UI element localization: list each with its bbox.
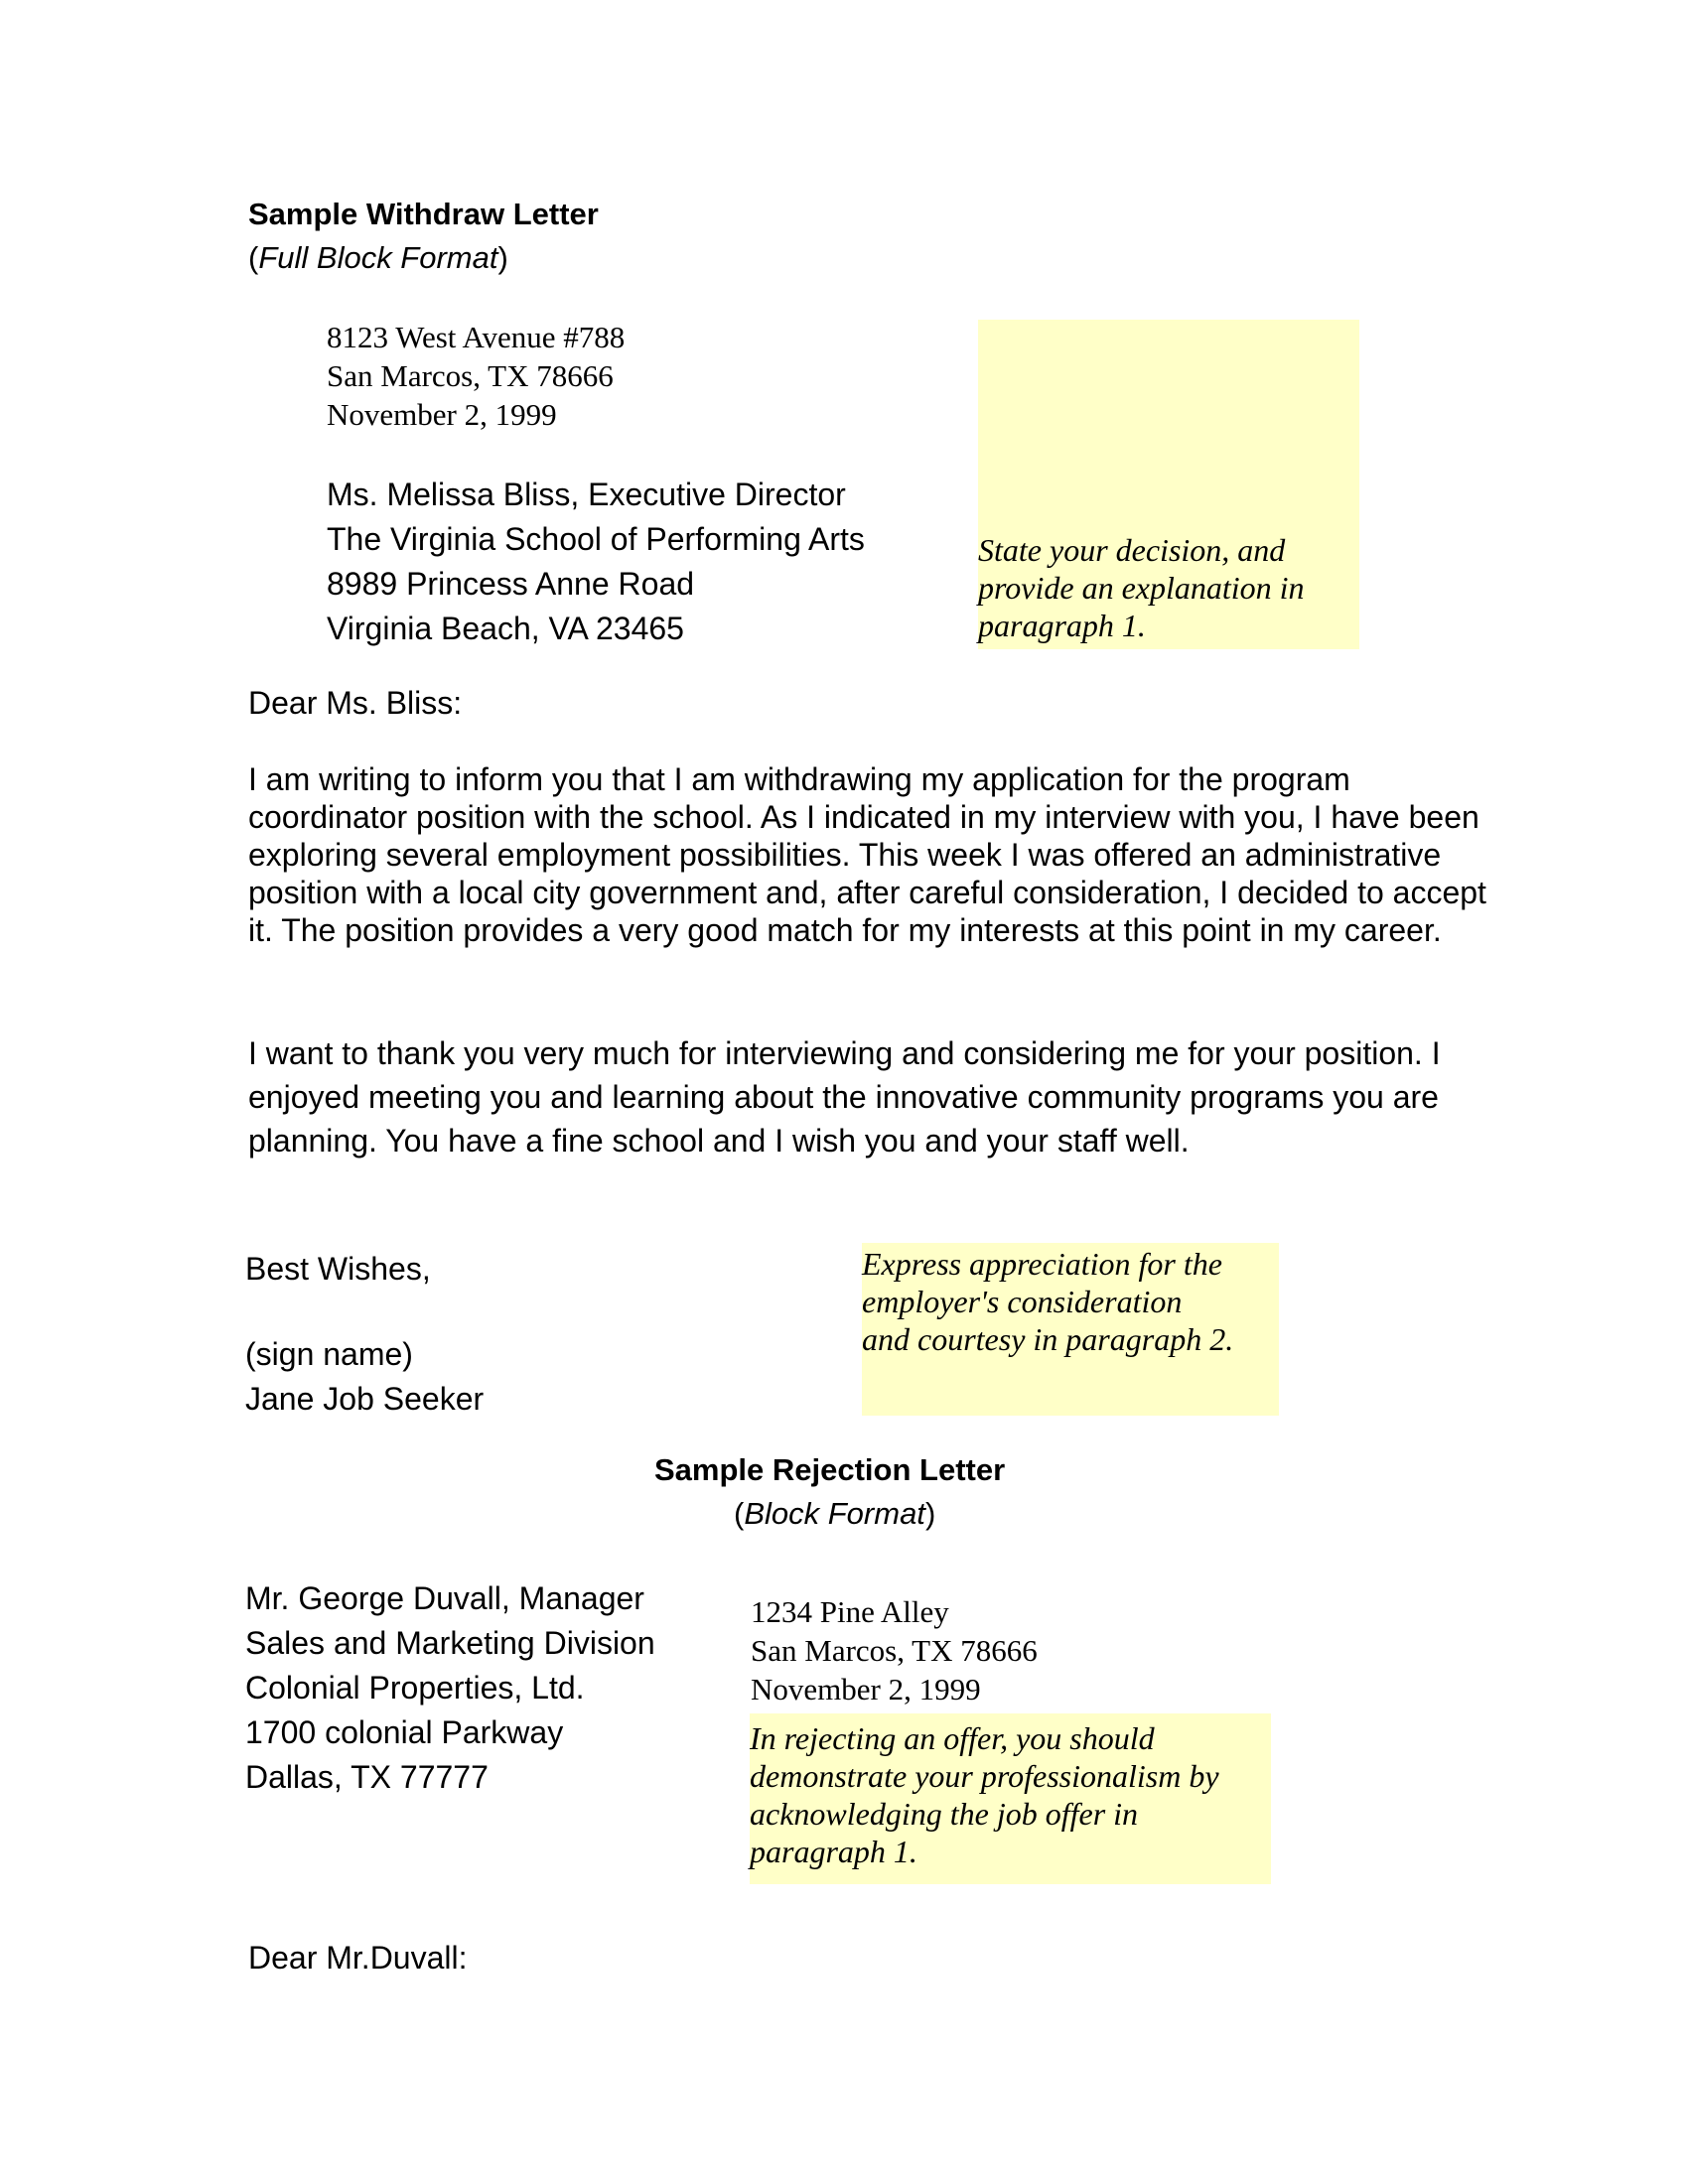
withdraw-recipient-address [327, 473, 865, 651]
recipient-line: Virginia Beach, VA 23465 [327, 611, 684, 646]
rejection-recipient-address [245, 1576, 655, 1800]
sender-line: 8123 West Avenue #788 [327, 320, 626, 354]
recipient-line: Mr. George Duvall, Manager [245, 1580, 644, 1616]
withdraw-paragraph-1: I am writing to inform you that I am withdrawing my application for the program coordinator position with the school. As I indicated in my interview with you, I have been exploring several employment possibilities. This week I was offered an administrative position with a local city government and, after careful consideration, I decided to accept it. The position provides a very good match for my interests at this point in my career. [248, 761, 1486, 948]
note-line: Express appreciation for the [862, 1246, 1222, 1282]
sender-date: November 2, 1999 [751, 1672, 981, 1706]
recipient-line: Dallas, TX 77777 [245, 1759, 489, 1795]
note-line: In rejecting an offer, you should [750, 1720, 1155, 1756]
note-line: demonstrate your professionalism by [750, 1758, 1219, 1794]
withdraw-note-paragraph-2 [862, 1243, 1279, 1416]
sender-line: 1234 Pine Alley [751, 1594, 949, 1629]
recipient-line: 8989 Princess Anne Road [327, 566, 695, 602]
withdraw-note-paragraph-1 [978, 320, 1359, 649]
note-line: and courtesy in paragraph 2. [862, 1321, 1234, 1357]
recipient-line: Sales and Marketing Division [245, 1625, 655, 1661]
withdraw-paragraph-2: I want to thank you very much for interviewing and considering me for your position. I enjoyed meeting you and learning about the innovative community programs you are planning. You have a fine school and I wish you and your staff well. [248, 1035, 1441, 1159]
note-line: employer's consideration [862, 1284, 1183, 1319]
note-line: State your decision, and [978, 532, 1286, 568]
note-line: provide an explanation in [978, 570, 1305, 606]
signer-name: Jane Job Seeker [245, 1381, 485, 1417]
withdraw-signature-block [245, 1332, 484, 1422]
recipient-line: Ms. Melissa Bliss, Executive Director [327, 477, 846, 512]
sender-line: San Marcos, TX 78666 [327, 358, 614, 393]
note-line: acknowledging the job offer in [750, 1796, 1139, 1832]
rejection-note [750, 1713, 1271, 1884]
note-line: paragraph 1. [750, 1834, 917, 1869]
rejection-sender-address [751, 1592, 1038, 1708]
recipient-line: Colonial Properties, Ltd. [245, 1670, 585, 1706]
withdraw-format-label: (Full Block Format) [248, 240, 508, 275]
withdraw-closing: Best Wishes, [245, 1251, 431, 1287]
sign-placeholder: (sign name) [245, 1336, 413, 1372]
recipient-line: 1700 colonial Parkway [245, 1714, 564, 1750]
sender-line: San Marcos, TX 78666 [751, 1633, 1038, 1668]
withdraw-letter-title: Sample Withdraw Letter [248, 197, 599, 231]
rejection-letter-title: Sample Rejection Letter [654, 1452, 1006, 1487]
withdraw-salutation: Dear Ms. Bliss: [248, 685, 463, 721]
recipient-line: The Virginia School of Performing Arts [327, 521, 865, 557]
withdraw-sender-address [327, 318, 625, 434]
rejection-format-label: (Block Format) [734, 1496, 936, 1531]
rejection-salutation: Dear Mr.Duvall: [248, 1940, 468, 1976]
note-line: paragraph 1. [978, 608, 1146, 643]
sender-date: November 2, 1999 [327, 397, 557, 432]
